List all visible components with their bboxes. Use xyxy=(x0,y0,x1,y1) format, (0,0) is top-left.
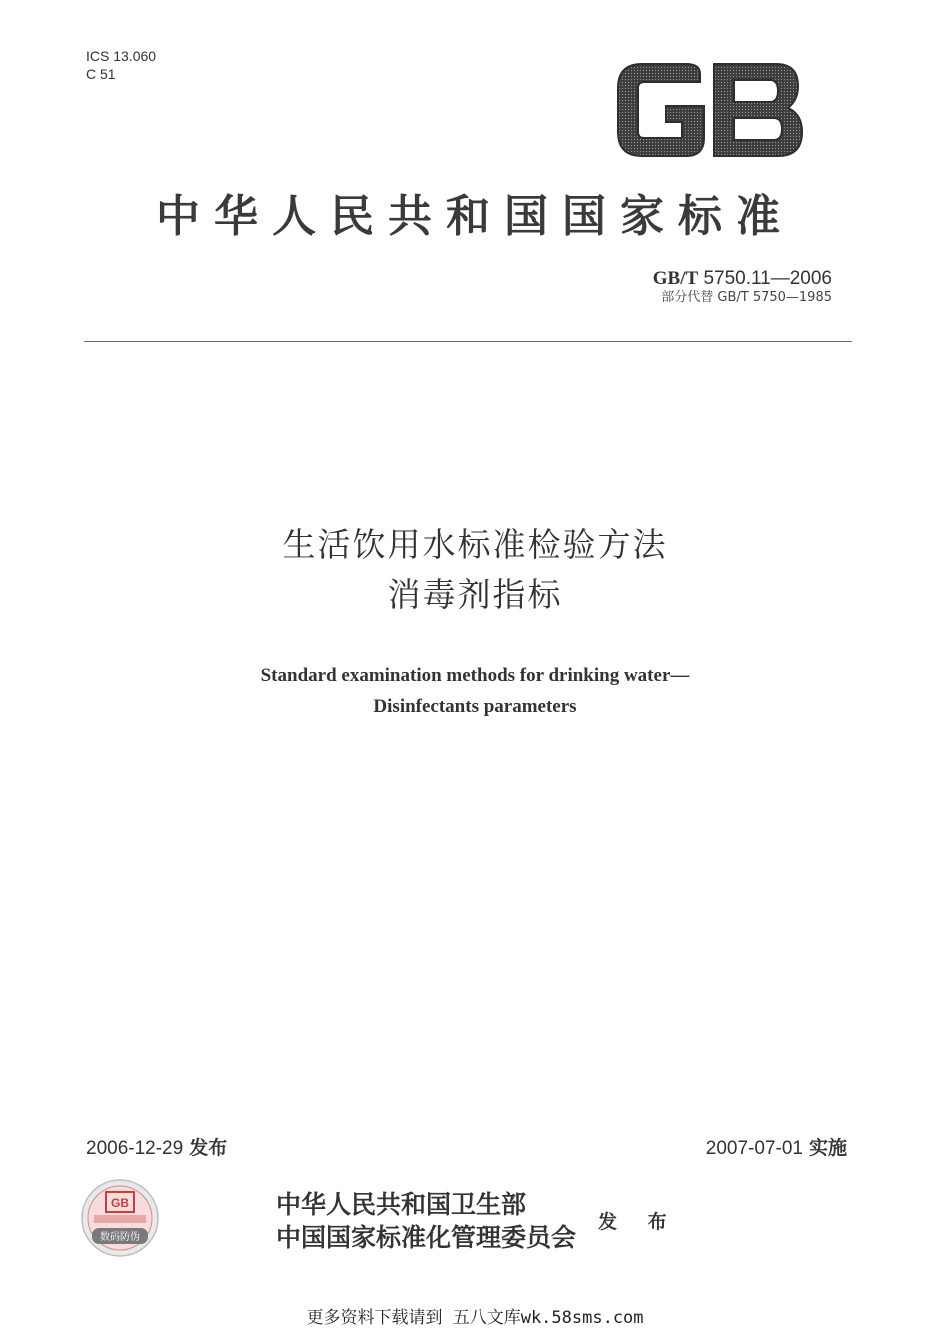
standard-number-block xyxy=(653,268,832,306)
issue-date-value: 2006-12-29 xyxy=(86,1138,184,1159)
issuer-line1: 中华人民共和国卫生部 xyxy=(276,1190,527,1219)
gb-logo-icon xyxy=(612,60,806,160)
standard-prefix: GB/T xyxy=(652,268,699,289)
english-title xyxy=(0,660,950,722)
header-divider xyxy=(84,341,852,342)
classification-code: C 51 xyxy=(86,66,116,82)
impl-date-value: 2007-07-01 xyxy=(705,1138,803,1159)
national-standard-title: 中华人民共和国国家标准 xyxy=(156,191,794,242)
issue-label: 发布 xyxy=(189,1137,228,1159)
replaces-note: 部分代替 GB/T 5750—1985 xyxy=(661,290,832,305)
chinese-title-line1: 生活饮用水标准检验方法 xyxy=(282,525,668,564)
ics-code: ICS 13.060 xyxy=(86,48,157,64)
implementation-date xyxy=(706,1133,847,1160)
issue-date xyxy=(86,1133,227,1160)
chinese-title-line2: 消毒剂指标 xyxy=(387,575,563,614)
anti-counterfeit-seal-icon xyxy=(80,1178,160,1258)
footer-download-note: 更多资料下载请到 五八文库wk.58sms.com xyxy=(306,1308,644,1328)
seal-label: 数码防伪 xyxy=(100,1232,140,1243)
issuer-line2: 中国国家标准化管理委员会 xyxy=(276,1223,577,1252)
chinese-title xyxy=(0,520,950,620)
publish-label: 发 布 xyxy=(598,1211,679,1233)
standard-number-value: 5750.11—2006 xyxy=(703,268,832,289)
svg-text:GB: GB xyxy=(111,1196,129,1210)
ics-code-block xyxy=(86,47,156,83)
standard-number xyxy=(653,268,832,290)
issuing-authorities xyxy=(276,1188,576,1254)
english-title-line2: Disinfectants parameters xyxy=(373,696,577,717)
impl-label: 实施 xyxy=(808,1137,847,1159)
english-title-line1: Standard examination methods for drinking water— xyxy=(260,665,690,686)
